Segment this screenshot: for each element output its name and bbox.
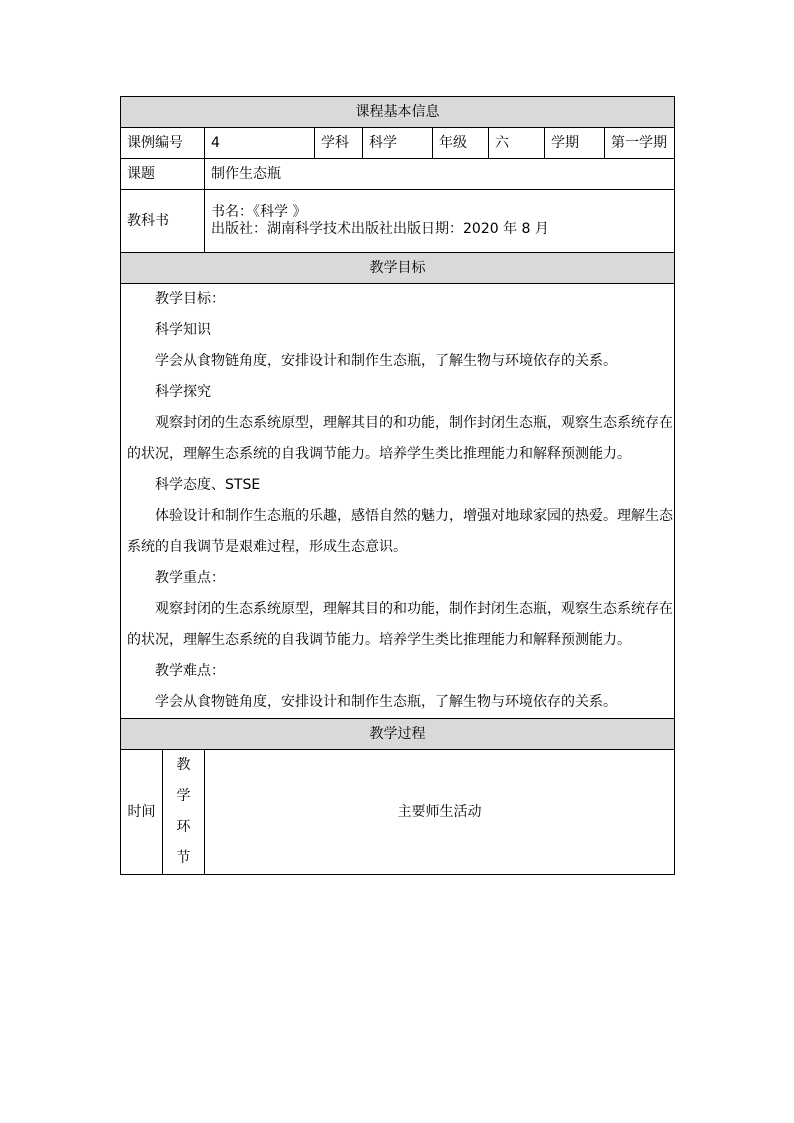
objective-line: 学会从食物链角度，安排设计和制作生态瓶，了解生物与环境依存的关系。 [155,694,617,710]
stage-char: 节 [176,850,191,866]
objective-line: 系统的自我调节是艰难过程，形成生态意识。 [127,539,407,555]
publisher-line [211,221,668,238]
objectives-body [121,284,675,719]
objective-line: 体验设计和制作生态瓶的乐趣，感悟自然的魅力，增强对地球家园的热爱。理解生态 [155,508,673,524]
knowledge-heading: 科学知识 [155,322,211,338]
lesson-no-value: 4 [205,128,315,159]
section-objectives: 教学目标 [121,253,675,284]
objective-line: 学会从食物链角度，安排设计和制作生态瓶，了解生物与环境依存的关系。 [155,353,617,369]
term-value: 第一学期 [605,128,675,159]
publisher: 出版社：湖南科学技术出版社 [211,221,393,237]
topic-value: 制作生态瓶 [205,159,675,190]
textbook-info [205,190,675,253]
key-points-heading: 教学重点： [155,570,225,586]
inquiry-heading: 科学探究 [155,384,211,400]
grade-label: 年级 [433,128,489,159]
lesson-plan-table [120,96,675,875]
section-process: 教学过程 [121,719,675,750]
objectives-heading: 教学目标： [155,291,225,307]
term-label: 学期 [545,128,605,159]
difficulties-heading: 教学难点： [155,663,225,679]
objective-line: 的状况，理解生态系统的自我调节能力。培养学生类比推理能力和解释预测能力。 [127,632,631,648]
stage-char: 学 [176,788,191,804]
publish-date: 出版日期：2020 年 8 月 [393,221,549,237]
objective-line: 观察封闭的生态系统原型，理解其目的和功能，制作封闭生态瓶，观察生态系统存在 [155,415,673,431]
subject-label: 学科 [315,128,363,159]
objective-line: 观察封闭的生态系统原型，理解其目的和功能，制作封闭生态瓶，观察生态系统存在 [155,601,673,617]
section-basic-info: 课程基本信息 [121,97,675,128]
stage-column-header [163,750,205,875]
subject-value: 科学 [363,128,433,159]
textbook-label: 教科书 [121,190,205,253]
lesson-no-label: 课例编号 [121,128,205,159]
stage-char: 教 [176,757,191,773]
book-name: 书名：《科学 》 [211,204,307,221]
topic-label: 课题 [121,159,205,190]
attitude-heading: 科学态度、STSE [155,477,261,493]
activities-column-header: 主要师生活动 [205,750,675,875]
objective-line: 的状况，理解生态系统的自我调节能力。培养学生类比推理能力和解释预测能力。 [127,446,631,462]
time-column-header: 时间 [121,750,163,875]
grade-value: 六 [489,128,545,159]
stage-char: 环 [176,819,191,835]
